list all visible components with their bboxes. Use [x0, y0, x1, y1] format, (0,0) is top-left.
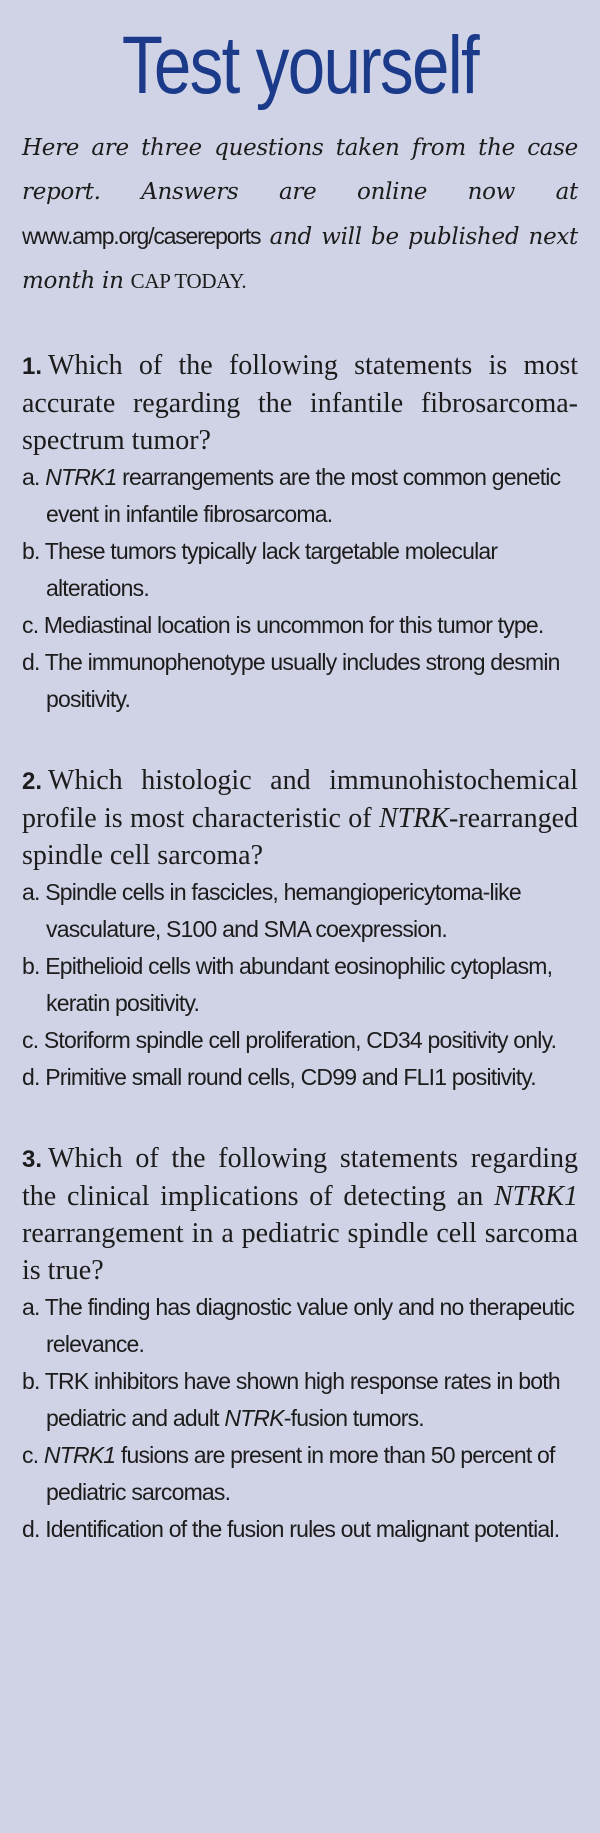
question-number: 1.	[22, 353, 43, 380]
answer-letter: d.	[22, 1516, 40, 1542]
answer-text: TRK inhibitors have shown high response rates in both pediatric and adult	[44, 1368, 560, 1431]
answer-letter: a.	[22, 879, 40, 905]
question-number: 2.	[22, 768, 43, 795]
answer-letter: b.	[22, 538, 40, 564]
answer-letter: a.	[22, 464, 40, 490]
question-body: Which of the following statements regarding the clinical implications of detecting an	[22, 1143, 578, 1212]
answer-option	[22, 533, 578, 607]
publication-name: CAP TODAY	[130, 269, 242, 293]
answer-text: The immunophenotype usually includes strong desmin positivity.	[44, 649, 560, 712]
answer-text: rearrangements are the most common genetic event in infantile fibrosarcoma.	[46, 464, 561, 527]
question-body: Which of the following statements is most accurate regarding the infantile fibrosarcoma-spectrum tumor?	[22, 350, 578, 456]
question-body-end: -rearranged spindle cell sarcoma?	[22, 803, 578, 871]
intro-text: Here are three questions taken from the case report. Answers are online now at	[22, 135, 578, 205]
question-2	[22, 762, 578, 1096]
answer-letter: c.	[22, 612, 39, 638]
gene-name: NTRK1	[45, 464, 117, 490]
answer-text: These tumors typically lack targetable molecular alterations.	[44, 538, 498, 601]
gene-name: NTRK1	[43, 1442, 116, 1468]
answer-option	[22, 1289, 578, 1363]
question-text	[22, 347, 578, 459]
answer-text-end: -fusion tumors.	[283, 1405, 424, 1431]
answer-option	[22, 459, 578, 533]
answer-text: Spindle cells in fascicles, hemangiopericytoma-like vasculature, S100 and SMA coexpression.	[45, 879, 521, 942]
answer-letter: b.	[22, 1368, 40, 1394]
gene-name: NTRK1	[493, 1181, 578, 1212]
answer-option	[22, 1022, 578, 1059]
answer-letter: d.	[22, 649, 40, 675]
gene-name: NTRK	[378, 803, 449, 834]
answer-letter: a.	[22, 1294, 40, 1320]
answer-option	[22, 1363, 578, 1437]
answer-option	[22, 874, 578, 948]
answer-option	[22, 948, 578, 1022]
casereports-link[interactable]: www.amp.org/casereports	[22, 223, 261, 249]
answer-option	[22, 1511, 578, 1548]
answer-letter: c.	[22, 1442, 39, 1468]
answer-letter: c.	[22, 1027, 39, 1053]
question-text	[22, 1140, 578, 1289]
answer-text: Storiform spindle cell proliferation, CD34 positivity only.	[43, 1027, 557, 1053]
answer-option	[22, 644, 578, 718]
gene-name: NTRK	[224, 1405, 284, 1431]
question-body-end: rearrangement in a pediatric spindle cell sarcoma is true?	[22, 1218, 578, 1286]
answer-text: Identification of the fusion rules out malignant potential.	[45, 1516, 560, 1542]
answer-text: fusions are present in more than 50 percent of pediatric sarcomas.	[46, 1442, 555, 1505]
answer-option	[22, 607, 578, 644]
answer-letter: b.	[22, 953, 40, 979]
intro-end: .	[241, 269, 247, 293]
answer-letter: d.	[22, 1064, 40, 1090]
answer-text: Epithelioid cells with abundant eosinophilic cytoplasm, keratin positivity.	[45, 953, 553, 1016]
answer-text: Primitive small round cells, CD99 and FLI1 positivity.	[45, 1064, 536, 1090]
page-title: Test yourself	[121, 20, 479, 111]
answer-option	[22, 1437, 578, 1511]
question-body: Which histologic and immunohistochemical profile is most characteristic of	[22, 765, 578, 834]
question-text	[22, 762, 578, 874]
question-1	[22, 347, 578, 718]
intro-paragraph	[22, 126, 578, 303]
question-3	[22, 1140, 578, 1548]
answer-option	[22, 1059, 578, 1096]
answer-text: Mediastinal location is uncommon for this tumor type.	[43, 612, 544, 638]
question-number: 3.	[22, 1146, 43, 1173]
answer-text: The finding has diagnostic value only and no therapeutic relevance.	[44, 1294, 575, 1357]
intro-text-2: and will be published next month in	[22, 224, 578, 294]
